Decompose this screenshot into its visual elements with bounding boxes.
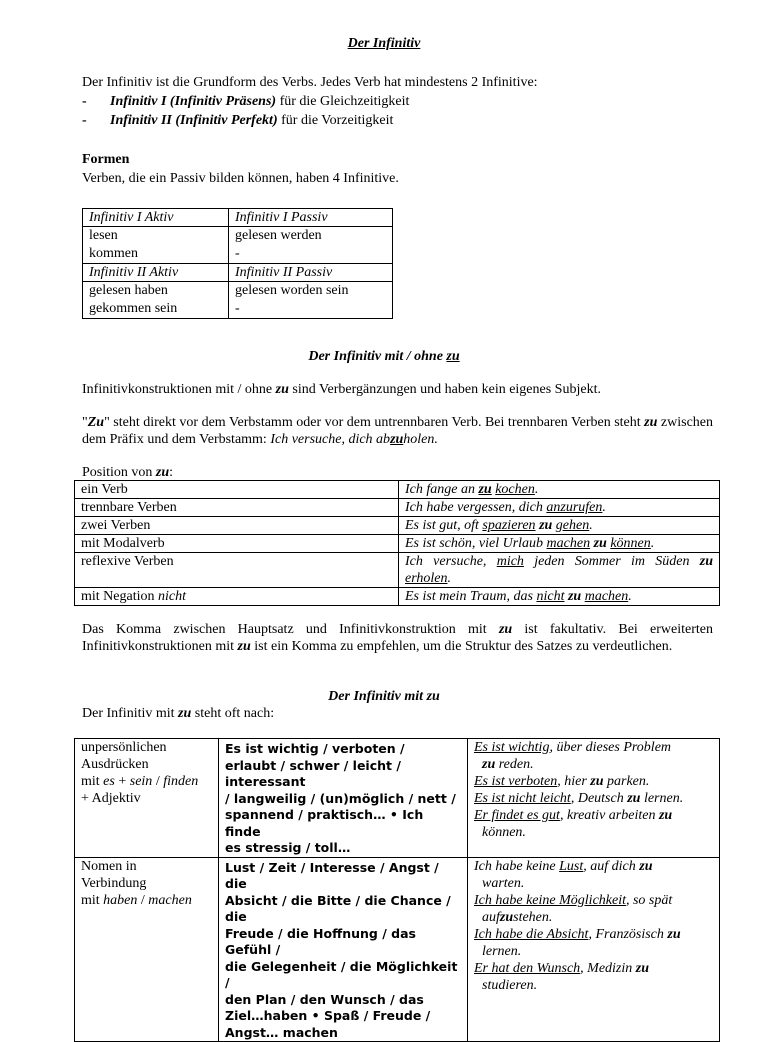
- table-row: [75, 481, 720, 499]
- para-zu-position: "Zu" steht direkt vor dem Verbstamm oder vor dem untrennbaren Verb. Bei trennbaren Verben steht zu zwischen dem Präfix und dem Verbstamm: Ich versuche, dich abzuholen.: [82, 415, 713, 447]
- table-cell: trennbare Verben: [75, 499, 399, 517]
- intro-text: Der Infinitiv ist die Grundform des Verbs. Jedes Verb hat mindestens 2 Infinitive:: [82, 75, 538, 90]
- page-title: Der Infinitiv: [347, 36, 421, 51]
- bullet-term: Infinitiv II (Infinitiv Perfekt): [110, 113, 278, 128]
- table-row: [83, 282, 393, 319]
- bullet-item: [82, 93, 409, 110]
- table-cell: mit Modalverb: [75, 535, 399, 553]
- table-row: [75, 535, 720, 553]
- table-cell: Ich versuche, mich jeden Sommer im Süden zu erholen.: [399, 553, 720, 588]
- bullet-text: für die Gleichzeitigkeit: [276, 94, 410, 109]
- formen-text: Verben, die ein Passiv bilden können, haben 4 Infinitive.: [82, 171, 399, 186]
- table-cell: Es ist wichtig, über dieses Problem zu reden. Es ist verboten, hier zu parken. Es ist nicht leicht, Deutsch zu lernen. Er findet es gut, kreativ arbeiten zu können.: [468, 739, 720, 858]
- table-row: [75, 517, 720, 535]
- section-title-mit-ohne-zu: Der Infinitiv mit / ohne zu: [308, 349, 460, 364]
- table-cell: Ich habe vergessen, dich anzurufen.: [399, 499, 720, 517]
- bullet-dash: -: [82, 94, 87, 109]
- table-row: [75, 588, 720, 606]
- table-cell: mit Negation nicht: [75, 588, 399, 606]
- position-label: Position von zu:: [82, 465, 174, 480]
- table-cell: reflexive Verben: [75, 553, 399, 588]
- formen-heading: Formen: [82, 152, 130, 167]
- mit-zu-table: [74, 738, 720, 1042]
- table-row: [75, 553, 720, 588]
- table-cell: Es ist schön, viel Urlaub machen zu können.: [399, 535, 720, 553]
- section-title-mit-zu: Der Infinitiv mit zu: [328, 689, 440, 704]
- table-cell: ein Verb: [75, 481, 399, 499]
- table-row: [75, 739, 720, 858]
- bullet-text: für die Vorzeitigkeit: [277, 113, 394, 128]
- para-komma: Das Komma zwischen Hauptsatz und Infinitivkonstruktion mit zu ist fakultativ. Bei erweiterten Infinitivkonstruktionen mit zu ist ein Komma zu empfehlen, um die Struktur des Satzes zu verdeutlichen.: [82, 622, 713, 654]
- table-cell: Nomen in Verbindung mit haben / machen: [75, 857, 219, 1042]
- bullet-dash: -: [82, 113, 87, 128]
- bullet-term: Infinitiv I (Infinitiv Präsens): [110, 94, 277, 109]
- table-cell: unpersönlichen Ausdrücken mit es + sein / finden + Adjektiv: [75, 739, 219, 858]
- table-cell: Ich habe keine Lust, auf dich zu warten. Ich habe keine Möglichkeit, so spät aufzustehen. Ich habe die Absicht, Französisch zu lernen. Er hat den Wunsch, Medizin zu studieren.: [468, 857, 720, 1042]
- table-cell: Es ist mein Traum, das nicht zu machen.: [399, 588, 720, 606]
- table-cell: Infinitiv II Aktiv: [83, 264, 229, 282]
- table-cell: Ich fange an zu kochen.: [399, 481, 720, 499]
- table-row: [83, 264, 393, 282]
- table-cell: Infinitiv II Passiv: [229, 264, 393, 282]
- section3-intro: Der Infinitiv mit zu steht oft nach:: [82, 706, 275, 721]
- table-cell: gelesen worden sein -: [229, 282, 393, 319]
- table-cell: lesen kommen: [83, 227, 229, 264]
- table-cell: Infinitiv I Passiv: [229, 209, 393, 227]
- table-cell: Lust / Zeit / Interesse / Angst / die Absicht / die Bitte / die Chance / die Freude / die Hoffnung / das Gefühl / die Gelegenheit / die Möglichkeit / den Plan / den Wunsch / das Ziel…haben • Spaß / Freude / Angst… machen: [219, 857, 468, 1042]
- table-cell: gelesen haben gekommen sein: [83, 282, 229, 319]
- table-row: [75, 499, 720, 517]
- table-cell: Infinitiv I Aktiv: [83, 209, 229, 227]
- table-row: [83, 209, 393, 227]
- forms-table: [82, 208, 393, 319]
- table-cell: Es ist wichtig / verboten / erlaubt / schwer / leicht / interessant / langweilig / (un)möglich / nett / spannend / praktisch… • Ich finde es stressig / toll…: [219, 739, 468, 858]
- position-table: [74, 480, 720, 606]
- table-cell: zwei Verben: [75, 517, 399, 535]
- table-cell: gelesen werden -: [229, 227, 393, 264]
- bullet-item: [82, 112, 393, 129]
- table-cell: Es ist gut, oft spazieren zu gehen.: [399, 517, 720, 535]
- table-row: [75, 857, 720, 1042]
- table-row: [83, 227, 393, 264]
- para-infinitivkonstruktionen: Infinitivkonstruktionen mit / ohne zu sind Verbergänzungen und haben kein eigenes Subjekt.: [82, 382, 601, 397]
